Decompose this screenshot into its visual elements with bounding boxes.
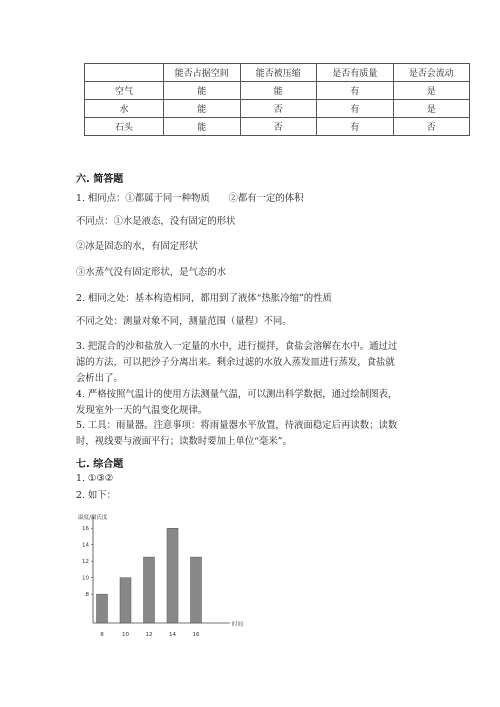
table-header-row (85, 64, 470, 82)
table-cell: 有 (317, 82, 394, 100)
table-cell: 石头 (85, 118, 164, 136)
table-cell: 能 (240, 82, 317, 100)
table-cell: 是 (393, 82, 470, 100)
y-tick-label: 16 (82, 526, 89, 533)
x-tick-label: 12 (145, 632, 153, 638)
y-tick-label: 12 (82, 559, 89, 566)
table-cell: 有 (317, 118, 394, 136)
bar (120, 578, 131, 623)
x-axis-label: 时间 (232, 622, 244, 628)
section6-title: 六. 简答题 (76, 174, 124, 185)
temperature-bar-chart (70, 505, 250, 645)
x-tick-label: 16 (192, 632, 200, 638)
answer-line: 滤的方法，可以把沙子分离出来。剩余过滤的水放入蒸发皿进行蒸发，食盐就 (76, 357, 395, 368)
table-cell: 能 (164, 100, 241, 118)
y-tick-label: 14 (82, 542, 89, 549)
answer-line: 5. 工具：雨量器。注意事项：将雨量器水平放置，待液面稳定后再读数；读数 (76, 420, 398, 431)
y-axis-label: 温度/摄氏度 (78, 515, 108, 521)
answer-line: 2. 如下： (76, 490, 117, 501)
answer-line: 发现室外一天的气温变化规律。 (76, 405, 208, 416)
answer-line: 时，视线要与液面平行；读数时要加上单位“毫米”。 (76, 436, 292, 447)
section7-title: 七. 综合题 (76, 459, 124, 470)
table-row (85, 100, 470, 118)
table-cell: 有 (317, 100, 394, 118)
answer-line: 不同之处：测量对象不同，测量范围（量程）不同。 (76, 316, 292, 327)
answer-line: 1. 相同点：①都属于同一种物质 ②都有一定的体积 (76, 193, 304, 204)
answer-line: 4. 严格按照气温计的使用方法测量气温，可以测出科学数据，通过绘制图表， (76, 389, 398, 400)
table-cell: 能 (164, 118, 241, 136)
table-cell: 否 (393, 118, 470, 136)
bar (97, 594, 108, 623)
y-tick-label: 10 (82, 575, 89, 582)
answer-line: 1. ①③② (76, 473, 114, 484)
bar (191, 557, 202, 623)
table-cell: 否 (240, 100, 317, 118)
table-header-cell: 能否被压缩 (240, 64, 317, 82)
table-header-cell: 能否占据空间 (164, 64, 241, 82)
table-row (85, 118, 470, 136)
answer-line: 会析出了。 (76, 373, 123, 384)
bar (167, 528, 178, 623)
table-cell: 能 (164, 82, 241, 100)
table-header-cell (85, 64, 164, 82)
table-header-cell: 是否有质量 (317, 64, 394, 82)
table-cell: 否 (240, 118, 317, 136)
answer-line: 2. 相同之处：基本构造相同，都用到了液体“热胀冷缩”的性质 (76, 293, 332, 304)
y-tick-label: 8 (85, 592, 89, 599)
x-tick-label: 14 (169, 632, 176, 638)
table-row (85, 82, 470, 100)
properties-table (84, 63, 470, 136)
answer-line: ②冰是固态的水，有固定形状 (76, 241, 198, 252)
x-tick-label: 10 (122, 632, 129, 638)
table-cell: 水 (85, 100, 164, 118)
table-cell: 是 (393, 100, 470, 118)
answer-line: 不同点：①水是液态，没有固定的形状 (76, 216, 236, 227)
bar (144, 557, 155, 623)
x-tick-label: 8 (100, 632, 104, 638)
answer-line: ③水蒸气没有固定形状，是气态的水 (76, 267, 227, 278)
table-header-cell: 是否会流动 (393, 64, 470, 82)
table-cell: 空气 (85, 82, 164, 100)
answer-line: 3. 把混合的沙和盐放入一定量的水中，进行搅拌，食盐会溶解在水中。通过过 (76, 341, 398, 352)
